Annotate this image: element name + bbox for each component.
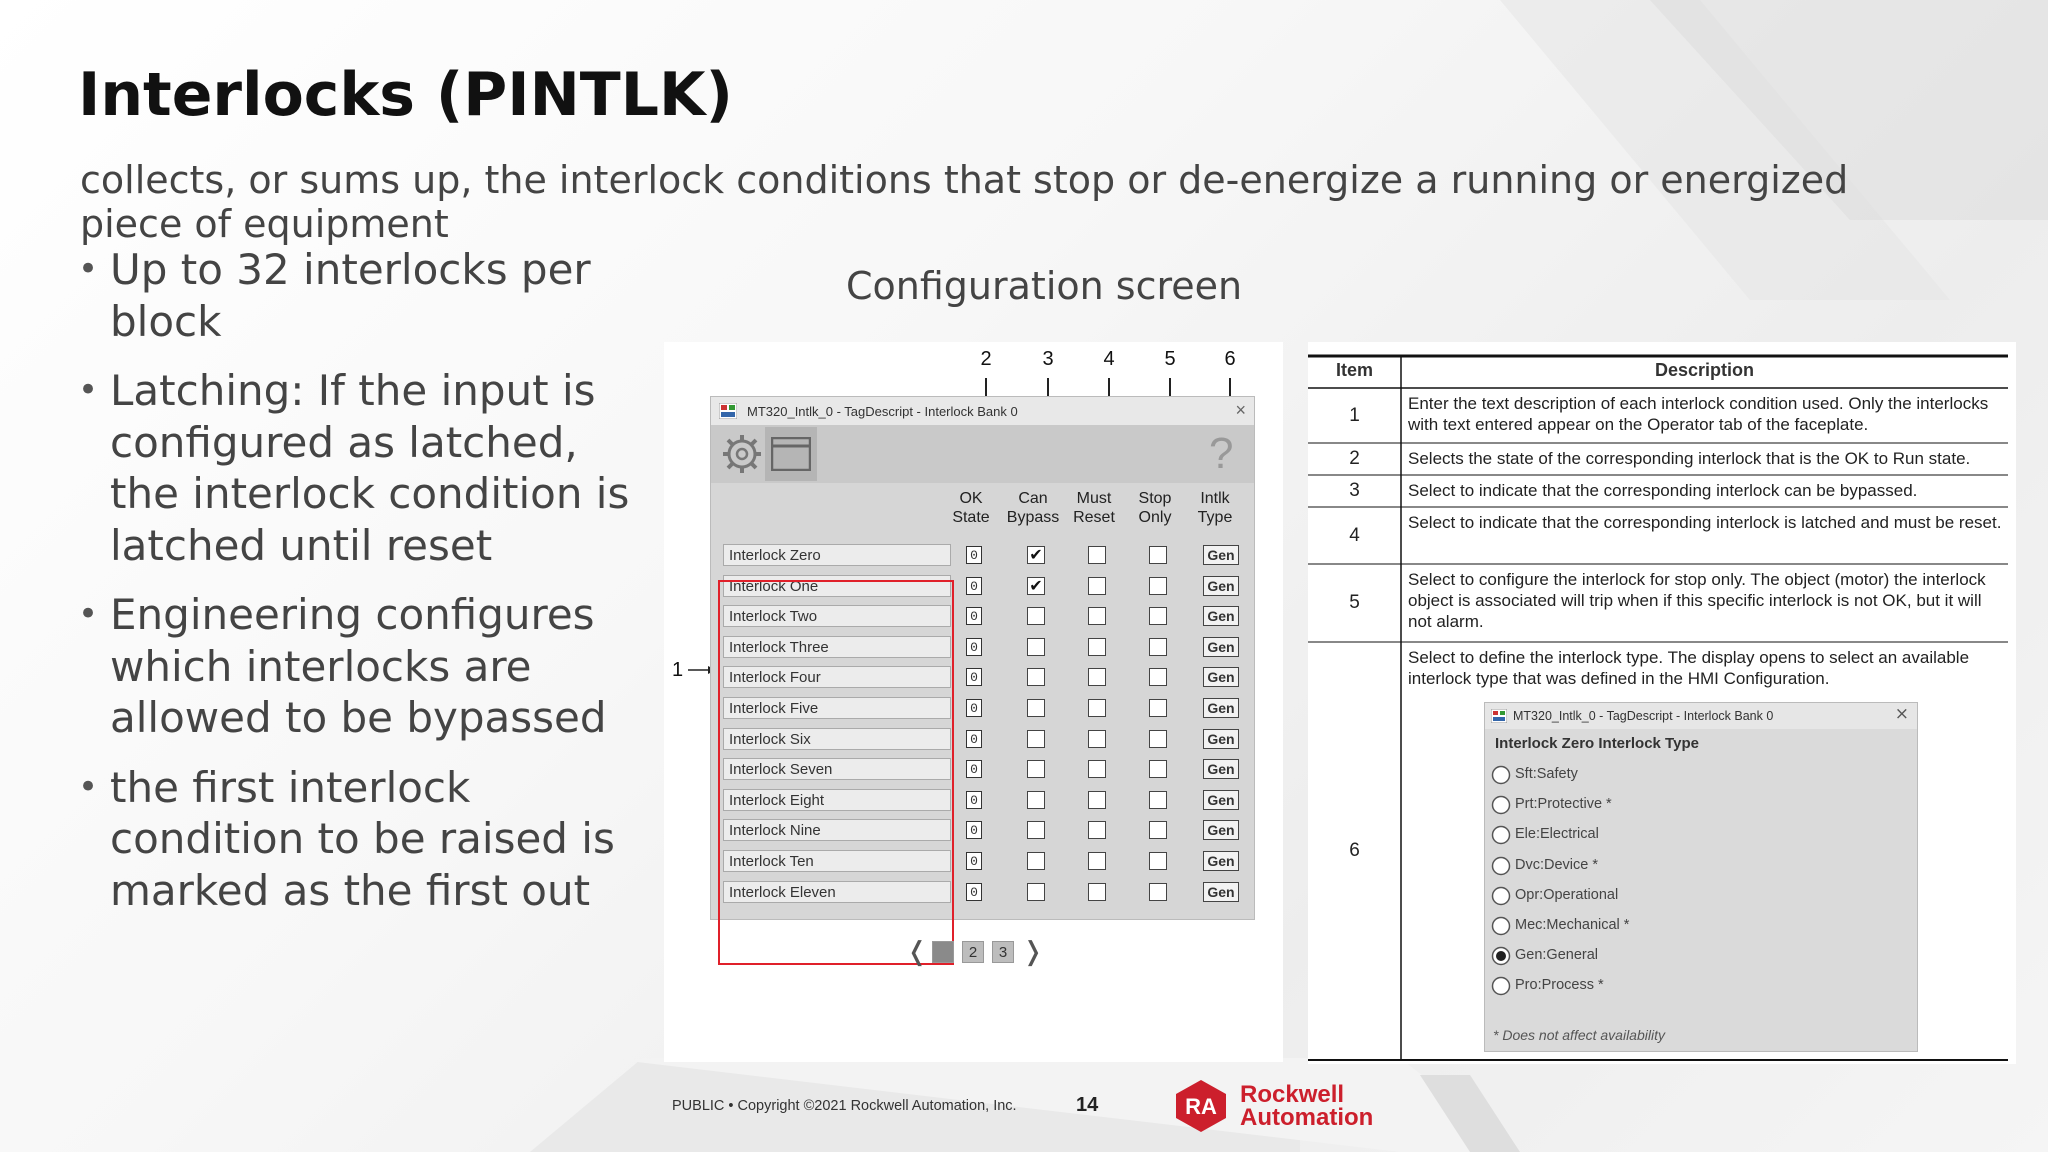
ok-state-field[interactable]: 0 [966,730,982,748]
page-button[interactable]: 3 [992,941,1014,963]
radio-empty-icon [1491,886,1511,906]
table-item-number: 4 [1349,524,1360,546]
must-reset-checkbox[interactable] [1088,852,1106,870]
interlock-name-field[interactable]: Interlock Three [723,636,951,658]
intlk-type-button[interactable]: Gen [1203,820,1239,840]
stop-only-checkbox[interactable] [1149,730,1167,748]
can-bypass-checkbox[interactable] [1027,607,1045,625]
app-icon [719,403,737,419]
intlk-type-button[interactable]: Gen [1203,698,1239,718]
column-header-can-bypass: Can Bypass [1006,490,1060,526]
bullet-item [78,589,638,744]
bullet-dot-icon: • [78,370,99,410]
table-description: Select to indicate that the corresponding interlock can be bypassed. [1408,481,1918,500]
must-reset-checkbox[interactable] [1088,821,1106,839]
must-reset-checkbox[interactable] [1088,730,1106,748]
footer-copyright: PUBLIC • Copyright ©2021 Rockwell Automation, Inc. [672,1098,1017,1114]
must-reset-checkbox[interactable] [1088,699,1106,717]
table-item-number: 3 [1349,480,1360,501]
bullet-text: the first interlock condition to be raised is marked as the first out [110,762,615,915]
window-titlebar [711,397,1254,425]
stop-only-checkbox[interactable] [1149,668,1167,686]
must-reset-checkbox[interactable] [1088,638,1106,656]
can-bypass-checkbox[interactable]: ✔ [1027,546,1045,564]
window-title: MT320_Intlk_0 - TagDescript - Interlock Bank 0 [747,404,1018,419]
intlk-type-button[interactable]: Gen [1203,606,1239,626]
intlk-type-button[interactable]: Gen [1203,790,1239,810]
interlock-name-field[interactable]: Interlock Zero [723,544,951,566]
radio-empty-icon [1491,976,1511,996]
can-bypass-checkbox[interactable] [1027,668,1045,686]
dialog-title: MT320_Intlk_0 - TagDescript - Interlock Bank 0 [1513,709,1774,723]
interlock-name-field[interactable]: Interlock Nine [723,819,951,841]
stop-only-checkbox[interactable] [1149,638,1167,656]
radio-label: Dvc:Device * [1515,856,1598,873]
stop-only-checkbox[interactable] [1149,607,1167,625]
bullet-item [78,365,638,571]
radio-label: Pro:Process * [1515,977,1604,994]
intlk-type-button[interactable]: Gen [1203,637,1239,657]
svg-text:RA: RA [1185,1094,1217,1119]
must-reset-checkbox[interactable] [1088,546,1106,564]
ok-state-field[interactable]: 0 [966,852,982,870]
must-reset-checkbox[interactable] [1088,607,1106,625]
ok-state-field[interactable]: 0 [966,760,982,778]
config-caption: Configuration screen [846,264,1243,308]
can-bypass-checkbox[interactable] [1027,730,1045,748]
radio-label: Mec:Mechanical * [1515,917,1630,933]
radio-empty-icon [1491,916,1511,936]
slide-subtitle: collects, or sums up, the interlock conditions that stop or de-energize a running or energized piece of equipment [80,158,1849,246]
callout-number: 6 [1224,348,1236,370]
callout-number: 1 [672,659,684,681]
intlk-type-button[interactable]: Gen [1203,729,1239,749]
gear-icon[interactable] [721,433,763,475]
bullet-dot-icon: • [78,249,99,289]
bullet-item [78,762,638,917]
intlk-type-button[interactable]: Gen [1203,882,1239,902]
interlock-type-dialog [1484,702,1918,1052]
close-icon[interactable]: × [1894,704,1909,724]
faceplate-toolbar [711,425,1254,483]
table-item-number: 2 [1349,448,1360,469]
ok-state-field[interactable]: 0 [966,546,982,564]
bullet-item [78,244,638,347]
table-item-number: 5 [1349,592,1360,613]
radio-selected-icon [1491,946,1511,966]
page-button[interactable]: 1 [932,941,954,963]
table-description: Selects the state of the corresponding interlock that is the OK to Run state. [1408,449,1971,468]
must-reset-checkbox[interactable] [1088,760,1106,778]
prev-page-button[interactable]: ❬ [906,937,928,967]
interlock-name-field[interactable]: Interlock Ten [723,850,951,872]
ra-logo-icon [1172,1078,1230,1134]
stop-only-checkbox[interactable] [1149,883,1167,901]
intlk-type-button[interactable]: Gen [1203,576,1239,596]
can-bypass-checkbox[interactable] [1027,883,1045,901]
column-header-must-reset: Must Reset [1073,490,1115,526]
can-bypass-checkbox[interactable] [1027,760,1045,778]
interlock-name-field[interactable]: Interlock Two [723,605,951,627]
table-item-number: 1 [1349,404,1360,426]
radio-label: Sft:Safety [1515,766,1578,782]
intlk-type-button[interactable]: Gen [1203,759,1239,779]
rockwell-logo [1172,1078,1408,1134]
bullet-text: Up to 32 interlocks per block [110,245,591,346]
ok-state-field[interactable]: 0 [966,791,982,809]
callout-number: 2 [980,348,992,370]
radio-label: Ele:Electrical [1515,826,1599,843]
table-item-number: 6 [1349,840,1360,861]
intlk-type-button[interactable]: Gen [1203,851,1239,871]
table-header-item: Item [1335,360,1373,380]
can-bypass-checkbox[interactable] [1027,821,1045,839]
stop-only-checkbox[interactable] [1149,791,1167,809]
bullet-dot-icon: • [78,594,99,634]
ok-state-field[interactable]: 0 [966,821,982,839]
callout-number: 3 [1042,348,1054,370]
config-screen-image [664,342,1283,1062]
table-description: Select to indicate that the corresponding interlock is latched and must be reset. [1408,513,2002,532]
dialog-titlebar [1485,703,1917,729]
description-table [1308,342,2016,1064]
description-highlight-box [718,580,954,965]
must-reset-checkbox[interactable] [1088,883,1106,901]
bullet-list [78,244,638,934]
interlock-name-field[interactable]: Interlock Four [723,666,951,688]
dialog-note: * Does not affect availability [1493,1027,1665,1043]
help-icon[interactable]: ? [1209,429,1234,478]
stop-only-checkbox[interactable] [1149,699,1167,717]
must-reset-checkbox[interactable] [1088,791,1106,809]
column-header-stop-only: Stop Only [1138,490,1172,526]
ok-state-field[interactable]: 0 [966,638,982,656]
column-header-ok-state: OK State [952,490,990,526]
close-icon[interactable]: × [1235,400,1246,420]
ok-state-field[interactable]: 0 [966,577,982,595]
page-button[interactable]: 2 [962,941,984,963]
callout-number: 4 [1103,348,1115,370]
radio-label: Opr:Operational [1515,886,1619,903]
callout-number: 5 [1164,348,1176,370]
can-bypass-checkbox[interactable] [1027,791,1045,809]
stop-only-checkbox[interactable] [1149,546,1167,564]
can-bypass-checkbox[interactable] [1027,638,1045,656]
interlock-name-field[interactable]: Interlock Five [723,697,951,719]
bullet-dot-icon: • [78,766,99,807]
intlk-type-button[interactable]: Gen [1203,545,1239,565]
stop-only-checkbox[interactable] [1149,760,1167,778]
column-header-intlk-type: Intlk Type [1197,490,1233,526]
interlock-name-field[interactable]: Interlock Eleven [723,881,951,903]
table-description: Select to configure the interlock for stop only. The object (motor) the interlock object is associated will trip when if this specific interlock is not OK, but it will not alarm. [1408,570,1986,631]
ok-state-field[interactable]: 0 [966,699,982,717]
stop-only-checkbox[interactable] [1149,577,1167,595]
radio-empty-icon [1491,765,1511,785]
interlock-name-field[interactable]: Interlock Seven [723,758,951,780]
interlock-name-field[interactable]: Interlock Six [723,728,951,750]
radio-empty-icon [1491,856,1511,876]
can-bypass-checkbox[interactable] [1027,852,1045,870]
ok-state-field[interactable]: 0 [966,883,982,901]
radio-empty-icon [1491,795,1511,815]
can-bypass-checkbox[interactable]: ✔ [1027,577,1045,595]
ok-state-field[interactable]: 0 [966,607,982,625]
table-description: Enter the text description of each interlock condition used. Only the interlocks with text entered appear on the Operator tab of the faceplate. [1408,394,1989,434]
must-reset-checkbox[interactable] [1088,668,1106,686]
tab-config[interactable] [765,427,817,481]
radio-empty-icon [1491,825,1511,845]
page-number: 14 [1076,1094,1099,1116]
slide-title: Interlocks (PINTLK) [78,60,733,130]
dialog-heading: Interlock Zero Interlock Type [1495,735,1699,752]
bullet-text: Engineering configures which interlocks are allowed to be bypassed [110,590,607,742]
logo-text: Rockwell Automation [1240,1081,1374,1131]
ok-state-field[interactable]: 0 [966,668,982,686]
can-bypass-checkbox[interactable] [1027,699,1045,717]
stop-only-checkbox[interactable] [1149,821,1167,839]
interlock-name-field[interactable]: Interlock Eight [723,789,951,811]
interlock-name-field[interactable]: Interlock One [723,575,951,597]
must-reset-checkbox[interactable] [1088,577,1106,595]
app-icon [1491,709,1507,723]
next-page-button[interactable]: ❭ [1022,937,1044,967]
intlk-type-button[interactable]: Gen [1203,667,1239,687]
stop-only-checkbox[interactable] [1149,852,1167,870]
table-description: Select to define the interlock type. The display opens to select an available interlock type that was defined in the HMI Configuration. [1408,648,1970,688]
radio-label: Prt:Protective * [1515,796,1612,813]
radio-label: Gen:General [1515,947,1599,964]
bullet-text: Latching: If the input is configured as latched, the interlock condition is latched until reset [110,366,630,570]
window-icon [771,437,811,471]
table-header-description: Description [1654,360,1755,380]
faceplate-window [710,396,1255,967]
